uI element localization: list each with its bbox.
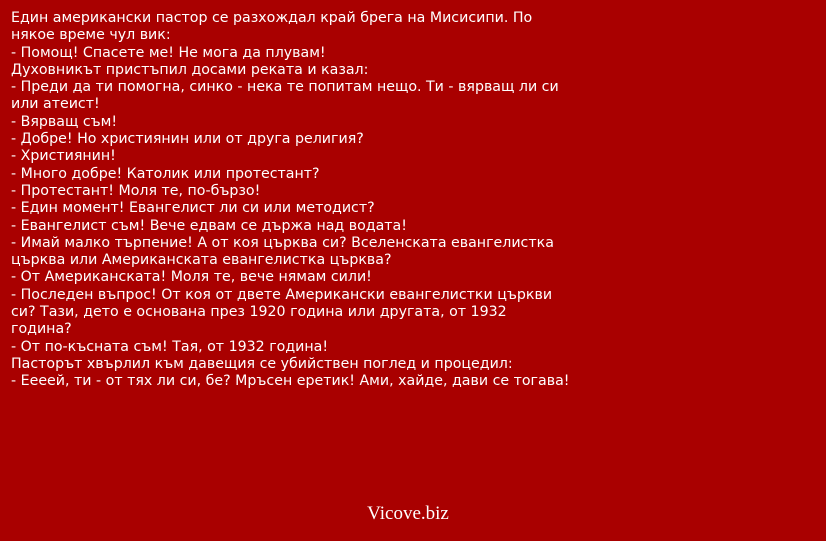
joke-line: - Добре! Но християнин или от друга религия?	[11, 131, 364, 148]
joke-line: - Помощ! Спасете ме! Не мога да плувам!	[11, 44, 326, 61]
joke-line: - Протестант! Моля те, по-бързо!	[11, 182, 261, 199]
joke-line: - Един момент! Евангелист ли си или методист?	[11, 200, 375, 217]
joke-line: - Еееей, ти - от тях ли си, бе? Мръсен еретик! Ами, хайде, дави се тогава!	[11, 373, 570, 390]
joke-line: - От Американската! Моля те, вече нямам сили!	[11, 269, 372, 286]
joke-line: Пасторът хвърлил към давещия се убийствен поглед и процедил:	[11, 355, 513, 372]
joke-line: - Християнин!	[11, 148, 116, 165]
site-watermark: Vicove.biz	[367, 503, 449, 524]
joke-line: - Преди да ти помогна, синко - нека те попитам нещо. Ти - вярващ ли си или атеист!	[11, 79, 559, 113]
joke-line: - Вярващ съм!	[11, 113, 118, 130]
joke-line: - Последен въпрос! От коя от двете Американски евангелистки църкви си? Тази, дето е основана през 1920 година или другата, от 1932 година?	[11, 286, 553, 338]
joke-text	[11, 10, 571, 391]
joke-line: - От по-късната съм! Тая, от 1932 година!	[11, 338, 329, 355]
joke-line: Един американски пастор се разхождал край брега на Мисисипи. По някое време чул вик:	[11, 10, 533, 44]
joke-line: - Имай малко търпение! А от коя църква си? Вселенската евангелистка църква или Американската евангелистка църква?	[11, 234, 554, 269]
joke-line: - Много добре! Католик или протестант?	[11, 165, 320, 182]
joke-line: - Евангелист съм! Вече едвам се държа над водата!	[11, 217, 407, 234]
joke-line: Духовникът пристъпил досами реката и казал:	[11, 61, 369, 78]
